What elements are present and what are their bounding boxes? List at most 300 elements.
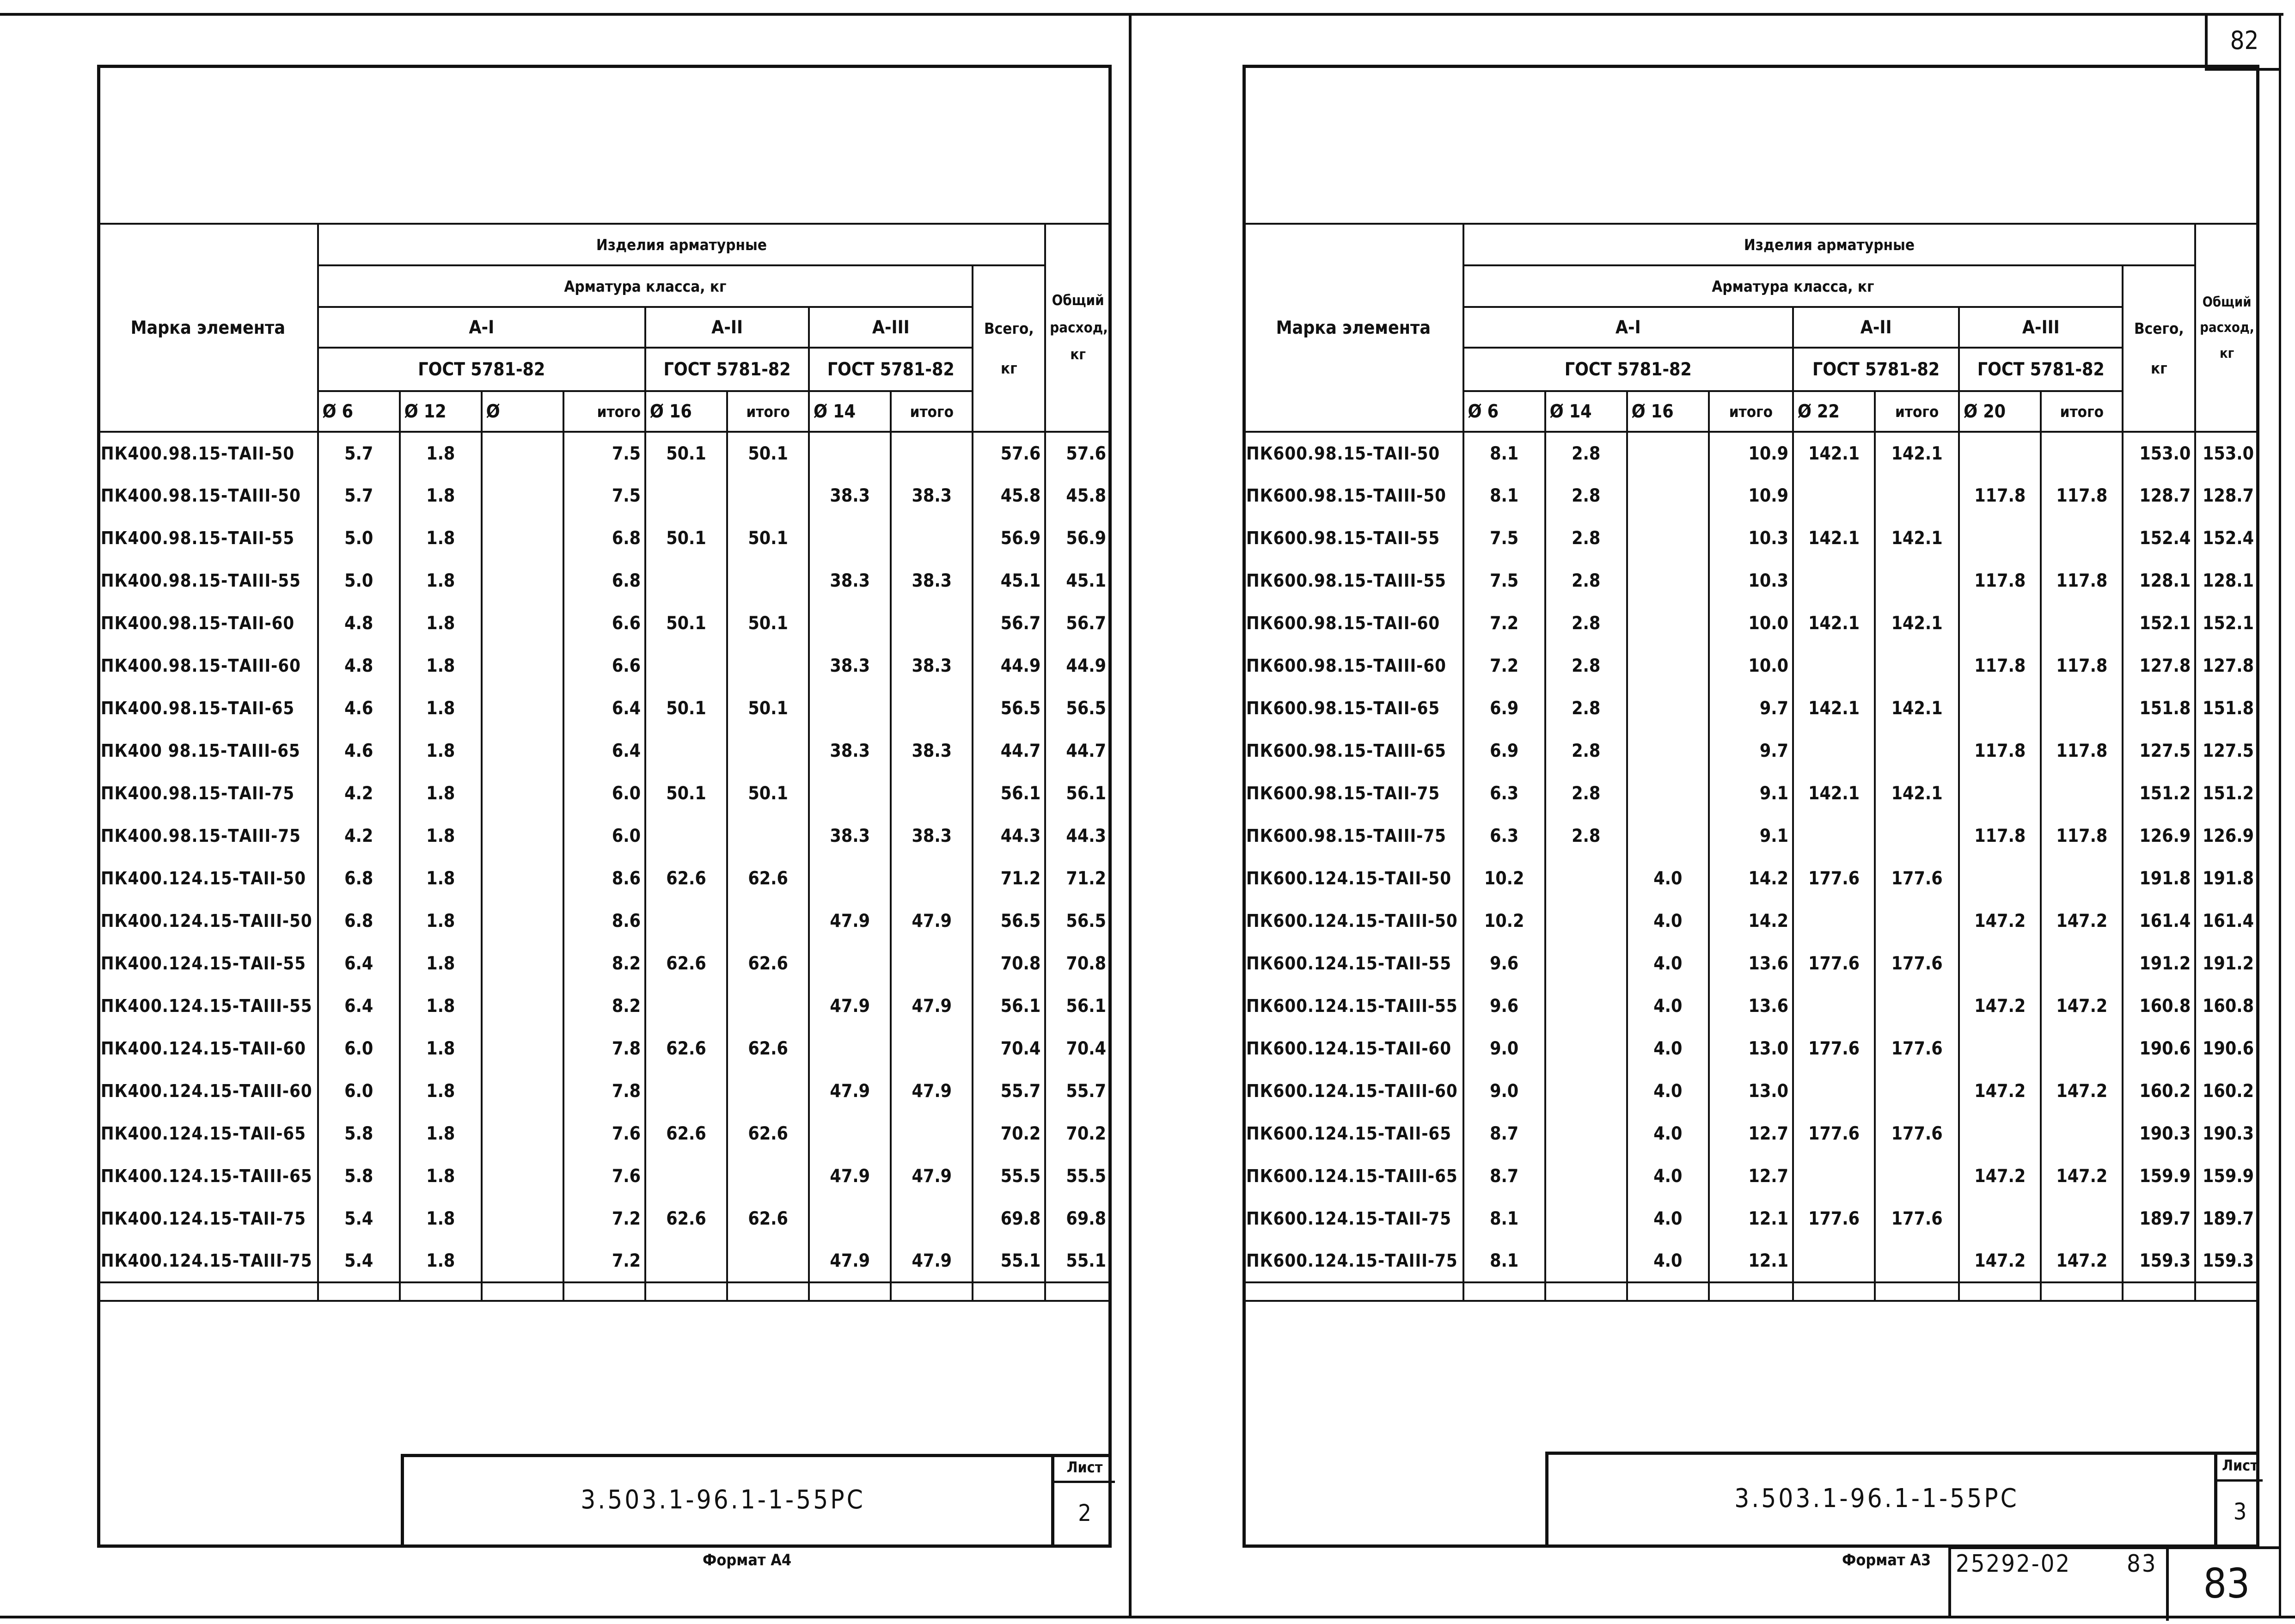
value-cell: 1.8 bbox=[400, 559, 482, 602]
right-sheet bbox=[1242, 65, 2259, 1548]
value-cell: 5.7 bbox=[318, 432, 400, 474]
value-cell: 6.4 bbox=[563, 687, 645, 729]
element-mark-cell: ПК400.124.15-ТАIII-60 bbox=[98, 1070, 318, 1112]
value-cell: 142.1 bbox=[1875, 517, 1959, 559]
value-cell: 4.0 bbox=[1627, 1027, 1709, 1070]
left-table-body bbox=[98, 432, 1111, 1282]
value-cell bbox=[482, 1155, 563, 1197]
diam-col-4: итого bbox=[1709, 391, 1793, 432]
value-cell bbox=[1545, 1070, 1627, 1112]
left-title-block bbox=[401, 1454, 1112, 1548]
value-cell: 10.3 bbox=[1709, 559, 1793, 602]
value-cell bbox=[891, 517, 973, 559]
value-cell: 71.2 bbox=[973, 857, 1045, 900]
value-cell: 177.6 bbox=[1875, 1112, 1959, 1155]
value-cell: 117.8 bbox=[1959, 559, 2041, 602]
value-cell: 70.4 bbox=[973, 1027, 1045, 1070]
value-cell: 45.1 bbox=[973, 559, 1045, 602]
value-cell bbox=[1793, 1240, 1875, 1282]
archive-number: 25292-02 bbox=[1956, 1550, 2071, 1578]
value-cell bbox=[2041, 517, 2123, 559]
value-cell: 47.9 bbox=[809, 1155, 891, 1197]
value-cell bbox=[2041, 687, 2123, 729]
value-cell: 4.0 bbox=[1627, 1240, 1709, 1282]
value-cell: 117.8 bbox=[2041, 559, 2123, 602]
value-cell: 142.1 bbox=[1875, 687, 1959, 729]
value-cell: 9.0 bbox=[1463, 1027, 1545, 1070]
left-doc-code: 3.503.1-96.1-1-55РС bbox=[581, 1485, 865, 1515]
table-row bbox=[98, 815, 1111, 857]
value-cell: 147.2 bbox=[1959, 1240, 2041, 1282]
diam-col-8: итого bbox=[891, 391, 973, 432]
table-row bbox=[1243, 772, 2258, 815]
value-cell bbox=[809, 857, 891, 900]
value-cell: 147.2 bbox=[1959, 985, 2041, 1027]
table-row bbox=[98, 687, 1111, 729]
value-cell bbox=[1959, 602, 2041, 644]
value-cell: 6.4 bbox=[318, 942, 400, 985]
value-cell: 8.1 bbox=[1463, 1240, 1545, 1282]
value-cell bbox=[1875, 729, 1959, 772]
diam-col-6: итого bbox=[1875, 391, 1959, 432]
value-cell bbox=[1793, 815, 1875, 857]
gost-a2: ГОСТ 5781-82 bbox=[645, 348, 809, 391]
right-format-label: Формат А3 bbox=[1842, 1551, 1931, 1569]
value-cell: 153.0 bbox=[2195, 432, 2258, 474]
table-row bbox=[98, 602, 1111, 644]
value-cell: 152.1 bbox=[2123, 602, 2195, 644]
value-cell: 56.7 bbox=[973, 602, 1045, 644]
table-row bbox=[1243, 1197, 2258, 1240]
value-cell: 1.8 bbox=[400, 942, 482, 985]
value-cell: 127.5 bbox=[2123, 729, 2195, 772]
value-cell: 160.2 bbox=[2195, 1070, 2258, 1112]
table-row bbox=[1243, 729, 2258, 772]
value-cell: 50.1 bbox=[645, 517, 727, 559]
value-cell bbox=[1875, 1240, 1959, 1282]
value-cell: 13.6 bbox=[1709, 942, 1793, 985]
left-sheet bbox=[97, 65, 1112, 1548]
value-cell: 38.3 bbox=[891, 729, 973, 772]
value-cell bbox=[1545, 900, 1627, 942]
value-cell: 177.6 bbox=[1793, 857, 1875, 900]
value-cell: 4.0 bbox=[1627, 942, 1709, 985]
value-cell bbox=[809, 687, 891, 729]
value-cell: 47.9 bbox=[891, 1070, 973, 1112]
value-cell: 159.3 bbox=[2195, 1240, 2258, 1282]
value-cell: 62.6 bbox=[727, 1027, 809, 1070]
value-cell: 177.6 bbox=[1875, 942, 1959, 985]
element-mark-cell: ПК600.124.15-ТАIII-65 bbox=[1243, 1155, 1463, 1197]
class-header: Арматура класса, кг bbox=[1463, 265, 2123, 307]
value-cell bbox=[1545, 1155, 1627, 1197]
value-cell: 47.9 bbox=[891, 985, 973, 1027]
table-row bbox=[98, 985, 1111, 1027]
value-cell: 6.0 bbox=[318, 1070, 400, 1112]
value-cell: 9.1 bbox=[1709, 772, 1793, 815]
value-cell: 50.1 bbox=[645, 432, 727, 474]
value-cell bbox=[1793, 644, 1875, 687]
value-cell: 70.2 bbox=[973, 1112, 1045, 1155]
value-cell bbox=[727, 1155, 809, 1197]
element-mark-cell: ПК400 98.15-ТАIII-65 bbox=[98, 729, 318, 772]
outer-top-line bbox=[0, 13, 2283, 16]
element-mark-cell: ПК600.98.15-ТАIII-75 bbox=[1243, 815, 1463, 857]
gost-a1: ГОСТ 5781-82 bbox=[1463, 348, 1793, 391]
value-cell: 189.7 bbox=[2195, 1197, 2258, 1240]
value-cell: 38.3 bbox=[809, 815, 891, 857]
value-cell: 8.7 bbox=[1463, 1155, 1545, 1197]
value-cell: 50.1 bbox=[645, 772, 727, 815]
value-cell: 5.8 bbox=[318, 1112, 400, 1155]
value-cell: 147.2 bbox=[2041, 1155, 2123, 1197]
table-row bbox=[98, 1240, 1111, 1282]
value-cell: 9.6 bbox=[1463, 942, 1545, 985]
table-row bbox=[1243, 432, 2258, 474]
value-cell bbox=[1627, 644, 1709, 687]
value-cell: 1.8 bbox=[400, 857, 482, 900]
value-cell: 6.0 bbox=[318, 1027, 400, 1070]
value-cell: 1.8 bbox=[400, 1155, 482, 1197]
element-mark-cell: ПК600.124.15-ТАII-50 bbox=[1243, 857, 1463, 900]
value-cell: 127.5 bbox=[2195, 729, 2258, 772]
value-cell: 4.2 bbox=[318, 815, 400, 857]
value-cell: 9.7 bbox=[1709, 729, 1793, 772]
value-cell: 50.1 bbox=[645, 602, 727, 644]
left-spec-table bbox=[97, 223, 1112, 1302]
value-cell: 7.5 bbox=[563, 432, 645, 474]
value-cell: 14.2 bbox=[1709, 900, 1793, 942]
value-cell: 50.1 bbox=[727, 687, 809, 729]
value-cell: 10.2 bbox=[1463, 857, 1545, 900]
element-mark-cell: ПК600.124.15-ТАIII-75 bbox=[1243, 1240, 1463, 1282]
value-cell: 159.9 bbox=[2195, 1155, 2258, 1197]
value-cell bbox=[809, 772, 891, 815]
value-cell bbox=[482, 602, 563, 644]
value-cell bbox=[482, 729, 563, 772]
value-cell bbox=[482, 687, 563, 729]
value-cell: 14.2 bbox=[1709, 857, 1793, 900]
value-cell bbox=[809, 517, 891, 559]
value-cell: 70.8 bbox=[1045, 942, 1111, 985]
value-cell bbox=[482, 900, 563, 942]
value-cell: 1.8 bbox=[400, 900, 482, 942]
value-cell bbox=[645, 1155, 727, 1197]
value-cell: 6.8 bbox=[318, 900, 400, 942]
value-cell: 7.5 bbox=[1463, 517, 1545, 559]
value-cell bbox=[1627, 474, 1709, 517]
value-cell: 8.6 bbox=[563, 900, 645, 942]
value-cell bbox=[482, 1027, 563, 1070]
value-cell: 142.1 bbox=[1793, 772, 1875, 815]
value-cell bbox=[645, 815, 727, 857]
value-cell: 56.9 bbox=[1045, 517, 1111, 559]
element-mark-cell: ПК600.98.15-ТАIII-60 bbox=[1243, 644, 1463, 687]
value-cell: 55.1 bbox=[973, 1240, 1045, 1282]
value-cell: 13.0 bbox=[1709, 1070, 1793, 1112]
value-cell bbox=[1793, 559, 1875, 602]
value-cell: 177.6 bbox=[1875, 857, 1959, 900]
value-cell bbox=[482, 942, 563, 985]
value-cell bbox=[645, 1070, 727, 1112]
value-cell: 117.8 bbox=[2041, 815, 2123, 857]
value-cell bbox=[1959, 517, 2041, 559]
value-cell: 2.8 bbox=[1545, 602, 1627, 644]
value-cell: 44.7 bbox=[1045, 729, 1111, 772]
value-cell: 127.8 bbox=[2123, 644, 2195, 687]
total-header: Всего, кг bbox=[973, 265, 1045, 432]
value-cell: 8.1 bbox=[1463, 432, 1545, 474]
diam-col-2: Ø 14 bbox=[1545, 391, 1627, 432]
value-cell: 152.1 bbox=[2195, 602, 2258, 644]
value-cell: 152.4 bbox=[2123, 517, 2195, 559]
value-cell: 126.9 bbox=[2123, 815, 2195, 857]
table-row bbox=[98, 1070, 1111, 1112]
value-cell bbox=[1627, 729, 1709, 772]
value-cell: 8.7 bbox=[1463, 1112, 1545, 1155]
value-cell: 38.3 bbox=[891, 815, 973, 857]
value-cell bbox=[727, 559, 809, 602]
value-cell: 55.7 bbox=[1045, 1070, 1111, 1112]
value-cell: 177.6 bbox=[1793, 1112, 1875, 1155]
diam-col-3: Ø 16 bbox=[1627, 391, 1709, 432]
value-cell: 5.7 bbox=[318, 474, 400, 517]
table-row bbox=[98, 857, 1111, 900]
left-format-label: Формат А4 bbox=[703, 1551, 792, 1569]
value-cell: 7.6 bbox=[563, 1155, 645, 1197]
value-cell: 161.4 bbox=[2123, 900, 2195, 942]
value-cell: 45.8 bbox=[1045, 474, 1111, 517]
a1-header: A-I bbox=[1463, 307, 1793, 348]
value-cell: 57.6 bbox=[1045, 432, 1111, 474]
element-mark-cell: ПК400.124.15-ТАII-75 bbox=[98, 1197, 318, 1240]
left-sheet-label: Лист bbox=[1054, 1454, 1115, 1483]
value-cell bbox=[891, 1112, 973, 1155]
value-cell: 128.1 bbox=[2195, 559, 2258, 602]
value-cell bbox=[482, 815, 563, 857]
value-cell: 62.6 bbox=[645, 857, 727, 900]
diam-col-7: Ø 20 bbox=[1959, 391, 2041, 432]
value-cell bbox=[482, 1112, 563, 1155]
element-mark-cell: ПК400.124.15-ТАII-60 bbox=[98, 1027, 318, 1070]
value-cell bbox=[1959, 1027, 2041, 1070]
value-cell: 70.8 bbox=[973, 942, 1045, 985]
value-cell bbox=[891, 432, 973, 474]
value-cell: 38.3 bbox=[891, 559, 973, 602]
value-cell: 5.0 bbox=[318, 559, 400, 602]
right-sheet-number: 3 bbox=[2233, 1498, 2247, 1525]
value-cell: 142.1 bbox=[1793, 517, 1875, 559]
value-cell: 44.3 bbox=[1045, 815, 1111, 857]
value-cell: 117.8 bbox=[1959, 644, 2041, 687]
value-cell: 56.5 bbox=[973, 900, 1045, 942]
value-cell: 160.8 bbox=[2195, 985, 2258, 1027]
value-cell bbox=[727, 729, 809, 772]
gost-a1: ГОСТ 5781-82 bbox=[318, 348, 645, 391]
value-cell: 47.9 bbox=[891, 900, 973, 942]
diam-col-8: итого bbox=[2041, 391, 2123, 432]
element-mark-cell: ПК600.98.15-ТАII-50 bbox=[1243, 432, 1463, 474]
gost-a2: ГОСТ 5781-82 bbox=[1793, 348, 1959, 391]
value-cell: 62.6 bbox=[727, 1112, 809, 1155]
value-cell: 69.8 bbox=[973, 1197, 1045, 1240]
value-cell: 6.9 bbox=[1463, 729, 1545, 772]
table-row bbox=[98, 517, 1111, 559]
value-cell: 1.8 bbox=[400, 1240, 482, 1282]
value-cell: 1.8 bbox=[400, 815, 482, 857]
table-row bbox=[1243, 1070, 2258, 1112]
table-row bbox=[1243, 1027, 2258, 1070]
gost-a3: ГОСТ 5781-82 bbox=[809, 348, 973, 391]
gost-a3: ГОСТ 5781-82 bbox=[1959, 348, 2123, 391]
value-cell: 147.2 bbox=[2041, 985, 2123, 1027]
value-cell: 8.1 bbox=[1463, 474, 1545, 517]
value-cell bbox=[891, 772, 973, 815]
value-cell: 177.6 bbox=[1875, 1197, 1959, 1240]
value-cell bbox=[1627, 559, 1709, 602]
value-cell: 9.0 bbox=[1463, 1070, 1545, 1112]
diam-col-1: Ø 6 bbox=[318, 391, 400, 432]
right-title-block bbox=[1545, 1452, 2259, 1548]
value-cell: 2.8 bbox=[1545, 474, 1627, 517]
diam-col-4: итого bbox=[563, 391, 645, 432]
value-cell bbox=[645, 900, 727, 942]
page-corner-box bbox=[2205, 13, 2281, 71]
value-cell: 191.2 bbox=[2195, 942, 2258, 985]
element-mark-cell: ПК600.98.15-ТАIII-65 bbox=[1243, 729, 1463, 772]
value-cell: 44.7 bbox=[973, 729, 1045, 772]
value-cell: 6.8 bbox=[563, 517, 645, 559]
right-sheet-cell bbox=[2214, 1452, 2263, 1548]
value-cell bbox=[2041, 942, 2123, 985]
value-cell: 10.9 bbox=[1709, 432, 1793, 474]
value-cell: 2.8 bbox=[1545, 687, 1627, 729]
value-cell bbox=[482, 857, 563, 900]
value-cell bbox=[482, 1070, 563, 1112]
value-cell bbox=[1627, 517, 1709, 559]
value-cell: 6.4 bbox=[563, 729, 645, 772]
value-cell bbox=[482, 1197, 563, 1240]
total-header: Всего, кг bbox=[2123, 265, 2195, 432]
table-row bbox=[98, 900, 1111, 942]
element-mark-cell: ПК400.124.15-ТАII-50 bbox=[98, 857, 318, 900]
value-cell: 47.9 bbox=[891, 1155, 973, 1197]
element-mark-cell: ПК600.98.15-ТАII-55 bbox=[1243, 517, 1463, 559]
value-cell: 128.7 bbox=[2123, 474, 2195, 517]
value-cell bbox=[2041, 1112, 2123, 1155]
value-cell: 4.0 bbox=[1627, 1112, 1709, 1155]
value-cell bbox=[1875, 985, 1959, 1027]
element-mark-cell: ПК400.124.15-ТАIII-75 bbox=[98, 1240, 318, 1282]
archive-stamp bbox=[1948, 1546, 2279, 1618]
value-cell: 189.7 bbox=[2123, 1197, 2195, 1240]
value-cell: 10.3 bbox=[1709, 517, 1793, 559]
value-cell: 9.1 bbox=[1709, 815, 1793, 857]
value-cell: 13.0 bbox=[1709, 1027, 1793, 1070]
value-cell bbox=[645, 985, 727, 1027]
a1-header: A-I bbox=[318, 307, 645, 348]
table-row bbox=[1243, 1240, 2258, 1282]
table-row bbox=[98, 432, 1111, 474]
value-cell bbox=[1627, 602, 1709, 644]
value-cell bbox=[809, 942, 891, 985]
value-cell: 10.2 bbox=[1463, 900, 1545, 942]
value-cell bbox=[1875, 900, 1959, 942]
value-cell: 56.1 bbox=[973, 772, 1045, 815]
element-mark-cell: ПК400.98.15-ТАII-50 bbox=[98, 432, 318, 474]
value-cell: 8.2 bbox=[563, 942, 645, 985]
value-cell: 1.8 bbox=[400, 729, 482, 772]
value-cell bbox=[645, 474, 727, 517]
value-cell: 177.6 bbox=[1793, 942, 1875, 985]
value-cell: 128.1 bbox=[2123, 559, 2195, 602]
value-cell: 50.1 bbox=[727, 772, 809, 815]
value-cell: 2.8 bbox=[1545, 772, 1627, 815]
value-cell: 69.8 bbox=[1045, 1197, 1111, 1240]
value-cell: 47.9 bbox=[809, 1240, 891, 1282]
page-fold-line bbox=[1129, 13, 1132, 1617]
value-cell: 1.8 bbox=[400, 474, 482, 517]
right-sheet-label: Лист bbox=[2217, 1452, 2263, 1482]
mark-header: Марка элемента bbox=[98, 224, 318, 432]
value-cell bbox=[645, 1240, 727, 1282]
value-cell: 70.4 bbox=[1045, 1027, 1111, 1070]
value-cell: 1.8 bbox=[400, 1197, 482, 1240]
value-cell: 5.8 bbox=[318, 1155, 400, 1197]
value-cell: 56.1 bbox=[1045, 772, 1111, 815]
value-cell: 5.4 bbox=[318, 1240, 400, 1282]
table-row bbox=[98, 1112, 1111, 1155]
value-cell: 50.1 bbox=[727, 517, 809, 559]
value-cell bbox=[727, 1240, 809, 1282]
value-cell bbox=[1627, 772, 1709, 815]
element-mark-cell: ПК400.98.15-ТАIII-55 bbox=[98, 559, 318, 602]
value-cell: 2.8 bbox=[1545, 559, 1627, 602]
value-cell: 4.0 bbox=[1627, 1197, 1709, 1240]
value-cell: 142.1 bbox=[1793, 687, 1875, 729]
value-cell bbox=[645, 729, 727, 772]
value-cell: 191.8 bbox=[2123, 857, 2195, 900]
value-cell: 1.8 bbox=[400, 1070, 482, 1112]
value-cell: 2.8 bbox=[1545, 432, 1627, 474]
value-cell: 12.7 bbox=[1709, 1112, 1793, 1155]
value-cell bbox=[891, 602, 973, 644]
value-cell: 6.9 bbox=[1463, 687, 1545, 729]
value-cell: 1.8 bbox=[400, 985, 482, 1027]
value-cell bbox=[891, 1027, 973, 1070]
value-cell: 7.2 bbox=[563, 1240, 645, 1282]
mark-header: Марка элемента bbox=[1243, 224, 1463, 432]
diam-col-5: Ø 16 bbox=[645, 391, 727, 432]
value-cell bbox=[891, 687, 973, 729]
value-cell: 55.5 bbox=[973, 1155, 1045, 1197]
diam-col-7: Ø 14 bbox=[809, 391, 891, 432]
value-cell: 47.9 bbox=[891, 1240, 973, 1282]
table-row bbox=[98, 772, 1111, 815]
value-cell: 151.8 bbox=[2195, 687, 2258, 729]
value-cell: 47.9 bbox=[809, 985, 891, 1027]
value-cell bbox=[2041, 432, 2123, 474]
value-cell: 2.8 bbox=[1545, 644, 1627, 687]
value-cell bbox=[1545, 857, 1627, 900]
table-row bbox=[1243, 985, 2258, 1027]
value-cell bbox=[2041, 1197, 2123, 1240]
value-cell bbox=[1875, 559, 1959, 602]
value-cell: 191.2 bbox=[2123, 942, 2195, 985]
value-cell bbox=[891, 1197, 973, 1240]
value-cell: 6.3 bbox=[1463, 815, 1545, 857]
value-cell: 38.3 bbox=[809, 474, 891, 517]
